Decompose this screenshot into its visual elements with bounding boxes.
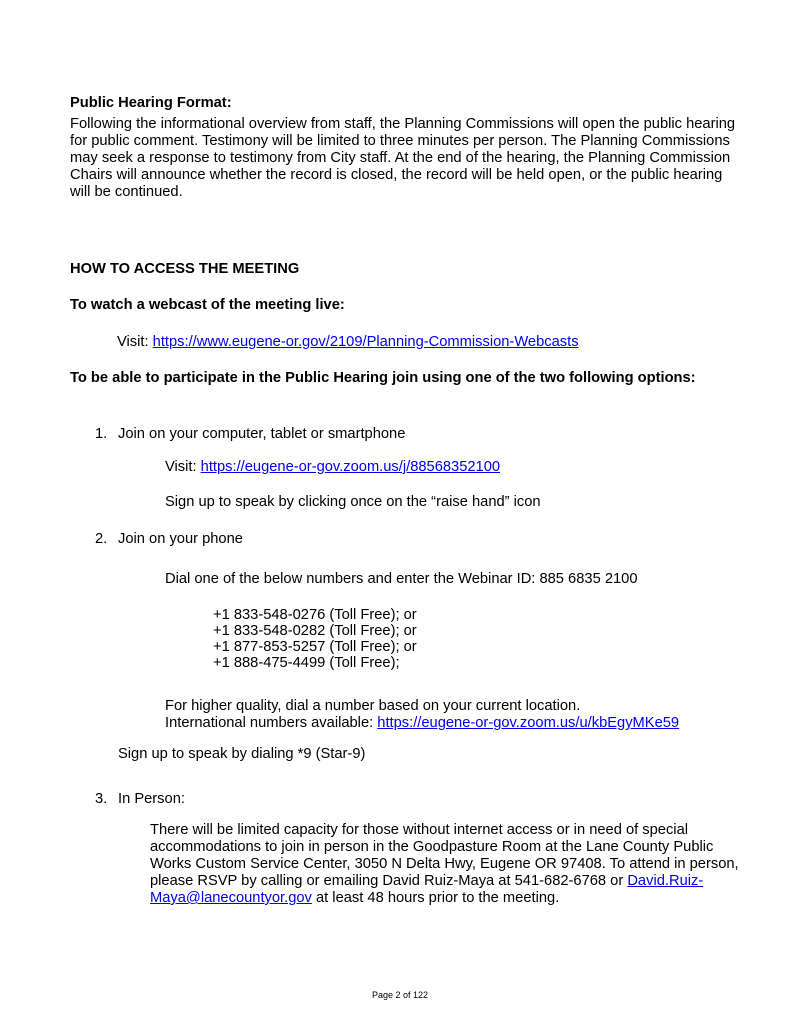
phone-number: +1 888-475-4499 (Toll Free); xyxy=(213,655,400,671)
option1-number: 1. xyxy=(95,426,108,442)
phone-list xyxy=(213,607,417,671)
option3-number: 3. xyxy=(95,791,108,807)
zoom-meeting-link[interactable]: https://eugene-or-gov.zoom.us/j/88568352100 xyxy=(200,459,501,475)
page-number: Page 2 of 122 xyxy=(371,990,429,1000)
format-heading: Public Hearing Format: xyxy=(70,95,232,111)
option2-title: Join on your phone xyxy=(118,531,243,547)
option2-dial: Dial one of the below numbers and enter the Webinar ID: 885 6835 2100 xyxy=(165,571,638,587)
option3-body-end: at least 48 hours prior to the meeting. xyxy=(311,890,560,906)
participate-heading: To be able to participate in the Public Hearing join using one of the two following options: xyxy=(70,370,696,386)
option3-title: In Person: xyxy=(118,791,185,807)
webcast-visit-line xyxy=(117,334,579,351)
webcast-link[interactable]: https://www.eugene-or.gov/2109/Planning-Commission-Webcasts xyxy=(152,334,579,350)
option2-signup: Sign up to speak by dialing *9 (Star-9) xyxy=(118,746,366,762)
phone-number: +1 833-548-0282 (Toll Free); or xyxy=(213,623,417,639)
option2-quality: For higher quality, dial a number based on your current location. xyxy=(165,698,581,714)
option3-body-text: There will be limited capacity for those without internet access or in need of special accommodations to join in person in the Goodpasture Room at the Lane County Public Works Custom Service Center, 3050 N Delta Hwy, Eugene OR 97408. To attend in person, please RSVP by calling or emailing David Ruiz-Maya at 541-682-6768 or xyxy=(150,822,739,889)
intl-numbers-label: International numbers available: xyxy=(165,715,378,731)
webcast-visit-label: Visit: xyxy=(117,334,153,350)
format-body: Following the informational overview from staff, the Planning Commissions will open the public hearing for public comment. Testimony will be limited to three minutes per person. The Planning Commissions may seek a response to testimony from City staff. At the end of the hearing, the Planning Commission Chairs will announce whether the record is closed, the record will be held open, or the public hearing will be continued. xyxy=(70,116,736,200)
email-link[interactable]: David.Ruiz-Maya@lanecountyor.gov xyxy=(150,873,704,906)
option1-signup: Sign up to speak by clicking once on the “raise hand” icon xyxy=(165,494,541,510)
access-heading: HOW TO ACCESS THE MEETING xyxy=(70,261,300,277)
option2-number: 2. xyxy=(95,531,108,547)
option1-visit-label: Visit: xyxy=(165,459,201,475)
intl-numbers-line xyxy=(165,715,679,732)
intl-numbers-link[interactable]: https://eugene-or-gov.zoom.us/u/kbEgyMKe59 xyxy=(377,715,680,731)
webcast-heading: To watch a webcast of the meeting live: xyxy=(70,297,345,313)
phone-number: +1 877-853-5257 (Toll Free); or xyxy=(213,639,417,655)
option1-title: Join on your computer, tablet or smartphone xyxy=(118,426,406,442)
option3-body xyxy=(150,822,740,907)
phone-number: +1 833-548-0276 (Toll Free); or xyxy=(213,607,417,623)
option1-visit-line xyxy=(165,459,500,476)
